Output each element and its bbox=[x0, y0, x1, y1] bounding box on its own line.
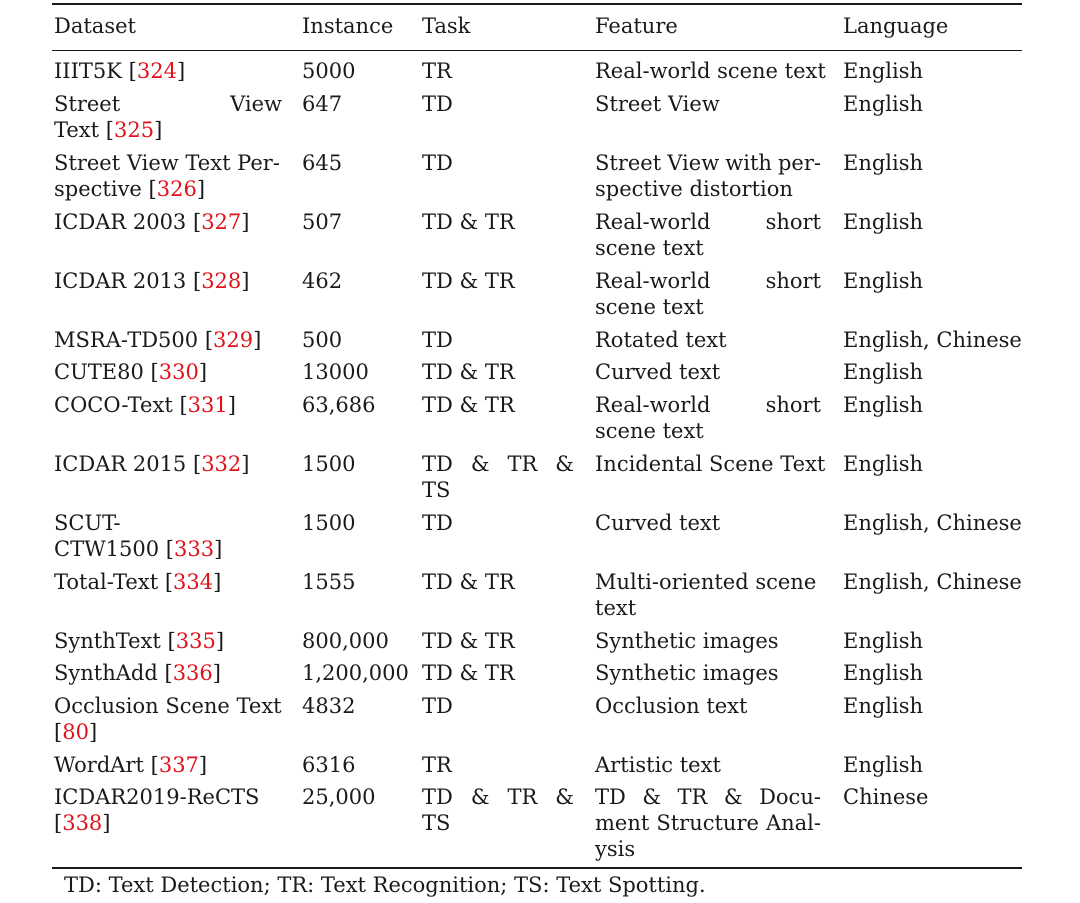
dataset-name: Occlusion Scene Text bbox=[54, 693, 282, 718]
dataset-name: CUTE80 bbox=[54, 360, 144, 384]
task-line: TD bbox=[422, 91, 453, 116]
dataset-name-line: COCO-Text [331] bbox=[54, 392, 236, 417]
cell-feature bbox=[595, 91, 825, 117]
dataset-name-line: CUTE80 [330] bbox=[54, 360, 208, 384]
citation-link[interactable]: 335 bbox=[175, 628, 216, 653]
feature-line: spective distortion bbox=[595, 176, 793, 201]
task-line: TR bbox=[422, 752, 452, 777]
dataset-name-line: Text [325] bbox=[54, 117, 163, 142]
feature-line: Real-world short bbox=[595, 268, 821, 293]
dataset-name: SCUT- bbox=[54, 510, 121, 535]
cell-dataset bbox=[54, 150, 294, 202]
cell-feature bbox=[595, 451, 825, 477]
citation-link[interactable]: 324 bbox=[136, 59, 177, 83]
cell-instance: 63,686 bbox=[302, 392, 376, 417]
dataset-name: SynthAdd bbox=[54, 661, 158, 685]
dataset-name-line: WordArt [337] bbox=[54, 752, 208, 777]
cell-language: English bbox=[843, 268, 924, 293]
cell-instance: 4832 bbox=[302, 693, 356, 718]
cell-language: English bbox=[843, 209, 924, 234]
cell-instance: 1,200,000 bbox=[302, 661, 409, 685]
task-line: TD & TR bbox=[422, 268, 515, 293]
dataset-name: COCO-Text bbox=[54, 392, 173, 417]
cell-task bbox=[422, 660, 582, 686]
feature-line: Real-world short bbox=[595, 209, 821, 234]
cell-task bbox=[422, 91, 582, 117]
table-row bbox=[52, 268, 1022, 321]
cell-feature bbox=[595, 150, 825, 202]
cell-instance: 1500 bbox=[302, 451, 356, 476]
cell-language: English bbox=[843, 91, 924, 116]
feature-line: Real-world short bbox=[595, 392, 821, 417]
table-bottom-rule bbox=[52, 867, 1022, 869]
cell-dataset bbox=[54, 784, 294, 836]
task-line: TD & TR bbox=[422, 360, 515, 384]
dataset-name-line: Total-Text [334] bbox=[54, 569, 222, 594]
feature-line: Synthetic images bbox=[595, 628, 779, 653]
citation-link[interactable]: 80 bbox=[62, 719, 89, 744]
cell-language: English bbox=[843, 661, 924, 685]
dataset-name-line bbox=[54, 693, 294, 719]
citation-link[interactable]: 326 bbox=[156, 176, 197, 201]
table-row bbox=[52, 451, 1022, 504]
table-row bbox=[52, 628, 1022, 655]
cell-language: English bbox=[843, 451, 924, 476]
header-instance: Instance bbox=[302, 14, 394, 38]
cell-instance: 6316 bbox=[302, 752, 356, 777]
dataset-name-line bbox=[54, 784, 294, 810]
cell-language: English bbox=[843, 693, 924, 718]
task-line: TD & TR bbox=[422, 392, 515, 417]
table-row bbox=[52, 752, 1022, 779]
cell-language: English bbox=[843, 150, 924, 175]
cell-instance: 1555 bbox=[302, 569, 356, 594]
citation-link[interactable]: 338 bbox=[62, 811, 103, 835]
cell-instance: 647 bbox=[302, 91, 343, 116]
cell-language: Chinese bbox=[843, 785, 929, 809]
feature-line: scene text bbox=[595, 235, 704, 260]
dataset-name-line: [80] bbox=[54, 719, 98, 744]
cell-feature bbox=[595, 660, 825, 686]
feature-line: TD & TR & Docu- bbox=[595, 785, 821, 809]
task-line: TD & TR bbox=[422, 209, 515, 234]
cell-dataset bbox=[54, 209, 294, 235]
cell-task bbox=[422, 327, 582, 353]
task-line: TD & TR & bbox=[422, 451, 574, 476]
table-row bbox=[52, 392, 1022, 445]
citation-link[interactable]: 330 bbox=[158, 360, 199, 384]
task-line: TD bbox=[422, 510, 453, 535]
table-header-row bbox=[52, 3, 1022, 50]
feature-line: Synthetic images bbox=[595, 661, 779, 685]
dataset-name-line bbox=[54, 510, 294, 536]
cell-language: English, Chinese bbox=[843, 569, 1022, 594]
cell-dataset bbox=[54, 569, 294, 595]
cell-language: English bbox=[843, 59, 924, 83]
dataset-name-line: SynthAdd [336] bbox=[54, 661, 221, 685]
dataset-name-line: Street View bbox=[54, 91, 282, 116]
task-line: TD & TR bbox=[422, 628, 515, 653]
cell-feature bbox=[595, 359, 825, 385]
cell-instance: 25,000 bbox=[302, 785, 376, 809]
cell-language: English bbox=[843, 360, 924, 384]
feature-line: Multi-oriented scene bbox=[595, 569, 817, 594]
dataset-name: ICDAR 2013 bbox=[54, 268, 187, 293]
cell-language: English bbox=[843, 628, 924, 653]
feature-line: Street View bbox=[595, 91, 720, 116]
header-task: Task bbox=[422, 14, 471, 38]
cell-task bbox=[422, 359, 582, 385]
dataset-name-line: spective [326] bbox=[54, 176, 206, 201]
cell-instance: 13000 bbox=[302, 360, 369, 384]
cell-language: English bbox=[843, 752, 924, 777]
cell-feature bbox=[595, 327, 825, 353]
cell-feature bbox=[595, 752, 825, 778]
cell-instance: 1500 bbox=[302, 510, 356, 535]
task-line: TD bbox=[422, 150, 453, 175]
dataset-name-line: MSRA-TD500 [329] bbox=[54, 327, 262, 352]
cell-dataset bbox=[54, 451, 294, 477]
task-line: TD bbox=[422, 693, 453, 718]
dataset-name-line: CTW1500 [333] bbox=[54, 536, 223, 561]
citation-link[interactable]: 325 bbox=[113, 117, 155, 142]
dataset-name-line: ICDAR 2013 [328] bbox=[54, 268, 250, 293]
table-row bbox=[52, 150, 1022, 203]
dataset-name-line: [338] bbox=[54, 811, 111, 835]
feature-line: Curved text bbox=[595, 510, 721, 535]
table-row bbox=[52, 327, 1022, 354]
cell-feature bbox=[595, 392, 825, 444]
cell-task bbox=[422, 392, 582, 418]
table-row bbox=[52, 58, 1022, 85]
cell-dataset bbox=[54, 327, 294, 353]
table-row bbox=[52, 209, 1022, 262]
cell-dataset bbox=[54, 660, 294, 686]
task-line: TD bbox=[422, 327, 453, 352]
cell-task bbox=[422, 693, 582, 719]
task-line: TD & TR & bbox=[422, 785, 574, 809]
feature-line: Incidental Scene Text bbox=[595, 451, 826, 476]
dataset-name: Text bbox=[54, 117, 100, 142]
dataset-name: Street View Text Per- bbox=[54, 150, 280, 175]
cell-instance: 5000 bbox=[302, 59, 356, 83]
task-line: TR bbox=[422, 59, 452, 83]
table-header-rule bbox=[52, 50, 1022, 51]
cell-feature bbox=[595, 569, 825, 621]
dataset-name: CTW1500 bbox=[54, 536, 160, 561]
cell-language: English, Chinese bbox=[843, 510, 1022, 535]
cell-task bbox=[422, 784, 582, 836]
cell-instance: 800,000 bbox=[302, 628, 389, 653]
header-feature: Feature bbox=[595, 14, 678, 38]
cell-task bbox=[422, 268, 582, 294]
cell-dataset bbox=[54, 510, 294, 562]
table-row bbox=[52, 660, 1022, 687]
feature-line: ysis bbox=[595, 837, 636, 861]
feature-line: Curved text bbox=[595, 360, 721, 384]
feature-line: text bbox=[595, 595, 637, 620]
cell-task bbox=[422, 628, 582, 654]
feature-line: scene text bbox=[595, 294, 704, 319]
cell-task bbox=[422, 752, 582, 778]
cell-feature bbox=[595, 693, 825, 719]
cell-dataset bbox=[54, 359, 294, 385]
task-line: TD & TR bbox=[422, 661, 515, 685]
table-row bbox=[52, 359, 1022, 386]
feature-line: Real-world scene text bbox=[595, 59, 826, 83]
cell-dataset bbox=[54, 693, 294, 745]
cell-dataset bbox=[54, 58, 294, 84]
table-row bbox=[52, 693, 1022, 746]
task-line: TD & TR bbox=[422, 569, 515, 594]
header-dataset: Dataset bbox=[54, 14, 136, 38]
dataset-name: ICDAR2019-ReCTS bbox=[54, 785, 260, 809]
cell-feature bbox=[595, 784, 825, 862]
dataset-name-line: ICDAR 2003 [327] bbox=[54, 209, 250, 234]
cell-dataset bbox=[54, 268, 294, 294]
dataset-name: spective bbox=[54, 176, 142, 201]
cell-language: English bbox=[843, 392, 924, 417]
cell-task bbox=[422, 451, 582, 503]
table-row bbox=[52, 784, 1022, 864]
cell-language: English, Chinese bbox=[843, 327, 1022, 352]
cell-feature bbox=[595, 628, 825, 654]
feature-line: ment Structure Anal- bbox=[595, 811, 821, 835]
feature-line: Street View with per- bbox=[595, 150, 821, 175]
cell-instance: 645 bbox=[302, 150, 343, 175]
task-line: TS bbox=[422, 477, 451, 502]
dataset-name: ICDAR 2015 bbox=[54, 451, 187, 476]
citation-link[interactable]: 337 bbox=[158, 752, 199, 777]
feature-line: scene text bbox=[595, 418, 704, 443]
feature-line: Occlusion text bbox=[595, 693, 748, 718]
cell-instance: 500 bbox=[302, 327, 343, 352]
dataset-name: IIIT5K bbox=[54, 59, 122, 83]
dataset-name: Total-Text bbox=[54, 569, 159, 594]
cell-dataset bbox=[54, 628, 294, 654]
cell-task bbox=[422, 510, 582, 536]
dataset-name: ICDAR 2003 bbox=[54, 209, 187, 234]
dataset-name: MSRA-TD500 bbox=[54, 327, 199, 352]
cell-feature bbox=[595, 209, 825, 261]
feature-line: Artistic text bbox=[595, 752, 721, 777]
task-line: TS bbox=[422, 811, 451, 835]
table-row bbox=[52, 569, 1022, 622]
citation-link[interactable]: 329 bbox=[213, 327, 254, 352]
cell-feature bbox=[595, 268, 825, 320]
citation-link[interactable]: 332 bbox=[201, 451, 242, 476]
cell-dataset bbox=[54, 752, 294, 778]
cell-task bbox=[422, 150, 582, 176]
feature-line: Rotated text bbox=[595, 327, 727, 352]
citation-link[interactable]: 327 bbox=[201, 209, 242, 234]
dataset-name-line: SynthText [335] bbox=[54, 628, 225, 653]
citation-link[interactable]: 331 bbox=[187, 392, 228, 417]
cell-dataset bbox=[54, 91, 294, 143]
dataset-name-line bbox=[54, 150, 294, 176]
table-row bbox=[52, 510, 1022, 563]
cell-instance: 462 bbox=[302, 268, 343, 293]
table-row bbox=[52, 91, 1022, 144]
cell-feature bbox=[595, 510, 825, 536]
citation-link[interactable]: 336 bbox=[172, 661, 213, 685]
dataset-name-line: IIIT5K [324] bbox=[54, 59, 186, 83]
dataset-name: WordArt bbox=[54, 752, 144, 777]
cell-task bbox=[422, 58, 582, 84]
cell-instance: 507 bbox=[302, 209, 343, 234]
cell-dataset bbox=[54, 392, 294, 418]
cell-task bbox=[422, 209, 582, 235]
citation-link[interactable]: 328 bbox=[201, 268, 242, 293]
header-language: Language bbox=[843, 14, 949, 38]
citation-link[interactable]: 333 bbox=[174, 536, 215, 561]
citation-link[interactable]: 334 bbox=[173, 569, 214, 594]
cell-task bbox=[422, 569, 582, 595]
dataset-name-line: ICDAR 2015 [332] bbox=[54, 451, 250, 476]
table-footnote: TD: Text Detection; TR: Text Recognition; TS: Text Spotting. bbox=[64, 872, 706, 897]
dataset-name: SynthText bbox=[54, 628, 161, 653]
cell-feature bbox=[595, 58, 825, 84]
